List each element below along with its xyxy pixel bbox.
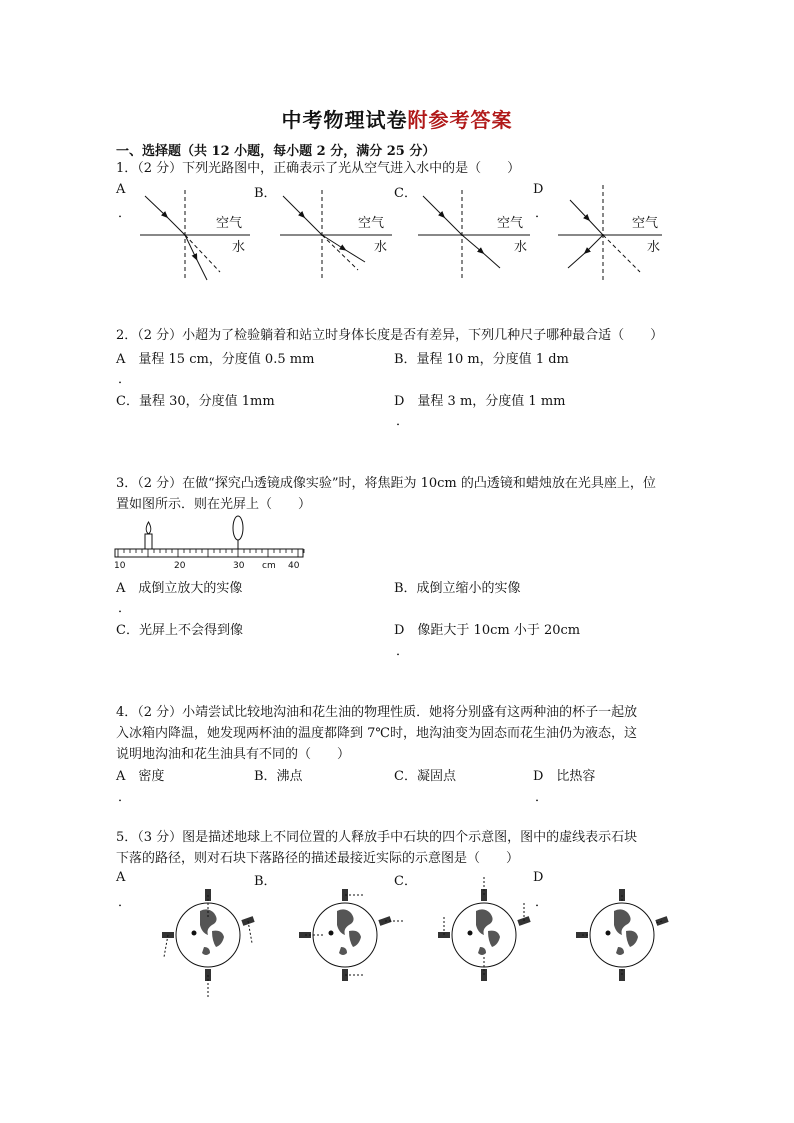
dot-marker (606, 931, 611, 936)
q1-label-c[interactable]: C． (394, 186, 417, 201)
q1-a-air: 空气 (216, 216, 243, 231)
q5-label-a[interactable]: A (116, 870, 126, 885)
ruler-label-cm: cm (262, 561, 276, 571)
globe-diagram-c (438, 875, 531, 981)
q4-stem-line1: 4．（2 分）小靖尝试比较地沟油和花生油的物理性质．她将分别盛有这两种油的杯子一起放 (116, 705, 638, 720)
q1-b-water: 水 (374, 240, 388, 255)
q1-c-air: 空气 (497, 216, 524, 231)
q5-diagrams (0, 870, 794, 1010)
candle-icon (145, 522, 152, 549)
section-heading: 一、选择题（共 12 小题，每小题 2 分，满分 25 分） (116, 144, 436, 159)
q4-stem-line3: 说明地沟油和花生油具有不同的（ ） (116, 747, 351, 762)
q1-dot-a: ． (118, 206, 132, 221)
q3-option-d[interactable]: D 像距大于 10cm 小于 20cm (394, 623, 581, 638)
q3-stem-line2: 置如图所示．则在光屏上（ ） (116, 497, 312, 512)
q5-label-b[interactable]: B． (254, 874, 277, 889)
q2-option-c[interactable]: C．量程 30，分度值 1mm (116, 394, 275, 409)
q1-d-water: 水 (647, 240, 661, 255)
q5-label-c[interactable]: C． (394, 874, 417, 889)
globe-diagram-a (162, 889, 255, 997)
q1-diagram-c (418, 190, 530, 280)
q1-c-water: 水 (514, 240, 528, 255)
lens-icon (233, 516, 243, 549)
q4-option-a[interactable]: A 密度 (116, 769, 165, 784)
q3-option-b[interactable]: B．成倒立缩小的实像 (394, 581, 521, 596)
q4-option-d[interactable]: D 比热容 (533, 769, 596, 784)
q5-dot-a: ． (118, 895, 132, 910)
q4-dot-d: ． (535, 790, 549, 805)
q1-diagram-d (558, 185, 662, 280)
q3-dot-d: ． (396, 644, 410, 659)
q2-dot-a: ． (118, 372, 132, 387)
q5-dot-d: ． (535, 895, 549, 910)
dot-marker (192, 931, 197, 936)
q1-stem: 1．（2 分）下列光路图中，正确表示了光从空气进入水中的是（ ） (116, 161, 521, 176)
ruler-label-20: 20 (174, 561, 186, 571)
q1-d-air: 空气 (632, 216, 659, 231)
q1-label-b[interactable]: B． (254, 186, 277, 201)
ruler-label-40: 40 (288, 561, 300, 571)
q1-diagram-a (140, 190, 250, 280)
q3-stem-line1: 3．（2 分）在做“探究凸透镜成像实验”时，将焦距为 10cm 的凸透镜和蜡烛放在光具座上，位 (116, 476, 656, 491)
q1-label-d[interactable]: D (533, 182, 544, 197)
q4-option-c[interactable]: C．凝固点 (394, 769, 456, 784)
dot-marker (468, 931, 473, 936)
fall-path (248, 921, 252, 943)
q3-option-a[interactable]: A 成倒立放大的实像 (116, 581, 243, 596)
globe-diagram-d (576, 889, 669, 981)
q1-diagram-b (280, 190, 392, 280)
q2-option-a[interactable]: A 量程 15 cm，分度值 0.5 mm (116, 352, 315, 367)
page-title: 中考物理试卷附参考答案 (281, 108, 513, 132)
q3-optical-bench (110, 512, 310, 572)
ruler (115, 549, 303, 557)
q5-stem-line2: 下落的路径，则对石块下落路径的描述最接近实际的示意图是（ ） (116, 851, 520, 866)
q1-b-air: 空气 (358, 216, 385, 231)
q3-option-c[interactable]: C．光屏上不会得到像 (116, 623, 243, 638)
dot-marker (329, 931, 334, 936)
q1-a-water: 水 (232, 240, 246, 255)
q1-dot-d: ． (535, 206, 549, 221)
ruler-label-30: 30 (233, 561, 245, 571)
q3-dot-a: ． (118, 601, 132, 616)
ruler-label-10: 10 (114, 561, 126, 571)
q2-stem: 2．（2 分）小超为了检验躺着和站立时身体长度是否有差异，下列几种尺子哪种最合适（ ） (116, 328, 664, 343)
q4-option-b[interactable]: B．沸点 (254, 769, 303, 784)
q4-stem-line2: 入冰箱内降温，她发现两杯油的温度都降到 7℃时，地沟油变为固态而花生油仍为液态，这 (116, 726, 637, 741)
fall-path (164, 935, 168, 957)
q1-label-a[interactable]: A (116, 182, 126, 197)
q1-diagrams (0, 0, 794, 300)
q4-dot-a: ． (118, 790, 132, 805)
q5-label-d[interactable]: D (533, 870, 544, 885)
globe-diagram-b (299, 889, 403, 981)
q2-dot-d: ． (396, 414, 410, 429)
q2-option-b[interactable]: B．量程 10 m，分度值 1 dm (394, 352, 569, 367)
q2-option-d[interactable]: D 量程 3 m，分度值 1 mm (394, 394, 566, 409)
q5-stem-line1: 5．（3 分）图是描述地球上不同位置的人释放手中石块的四个示意图，图中的虚线表示石块 (116, 830, 638, 845)
